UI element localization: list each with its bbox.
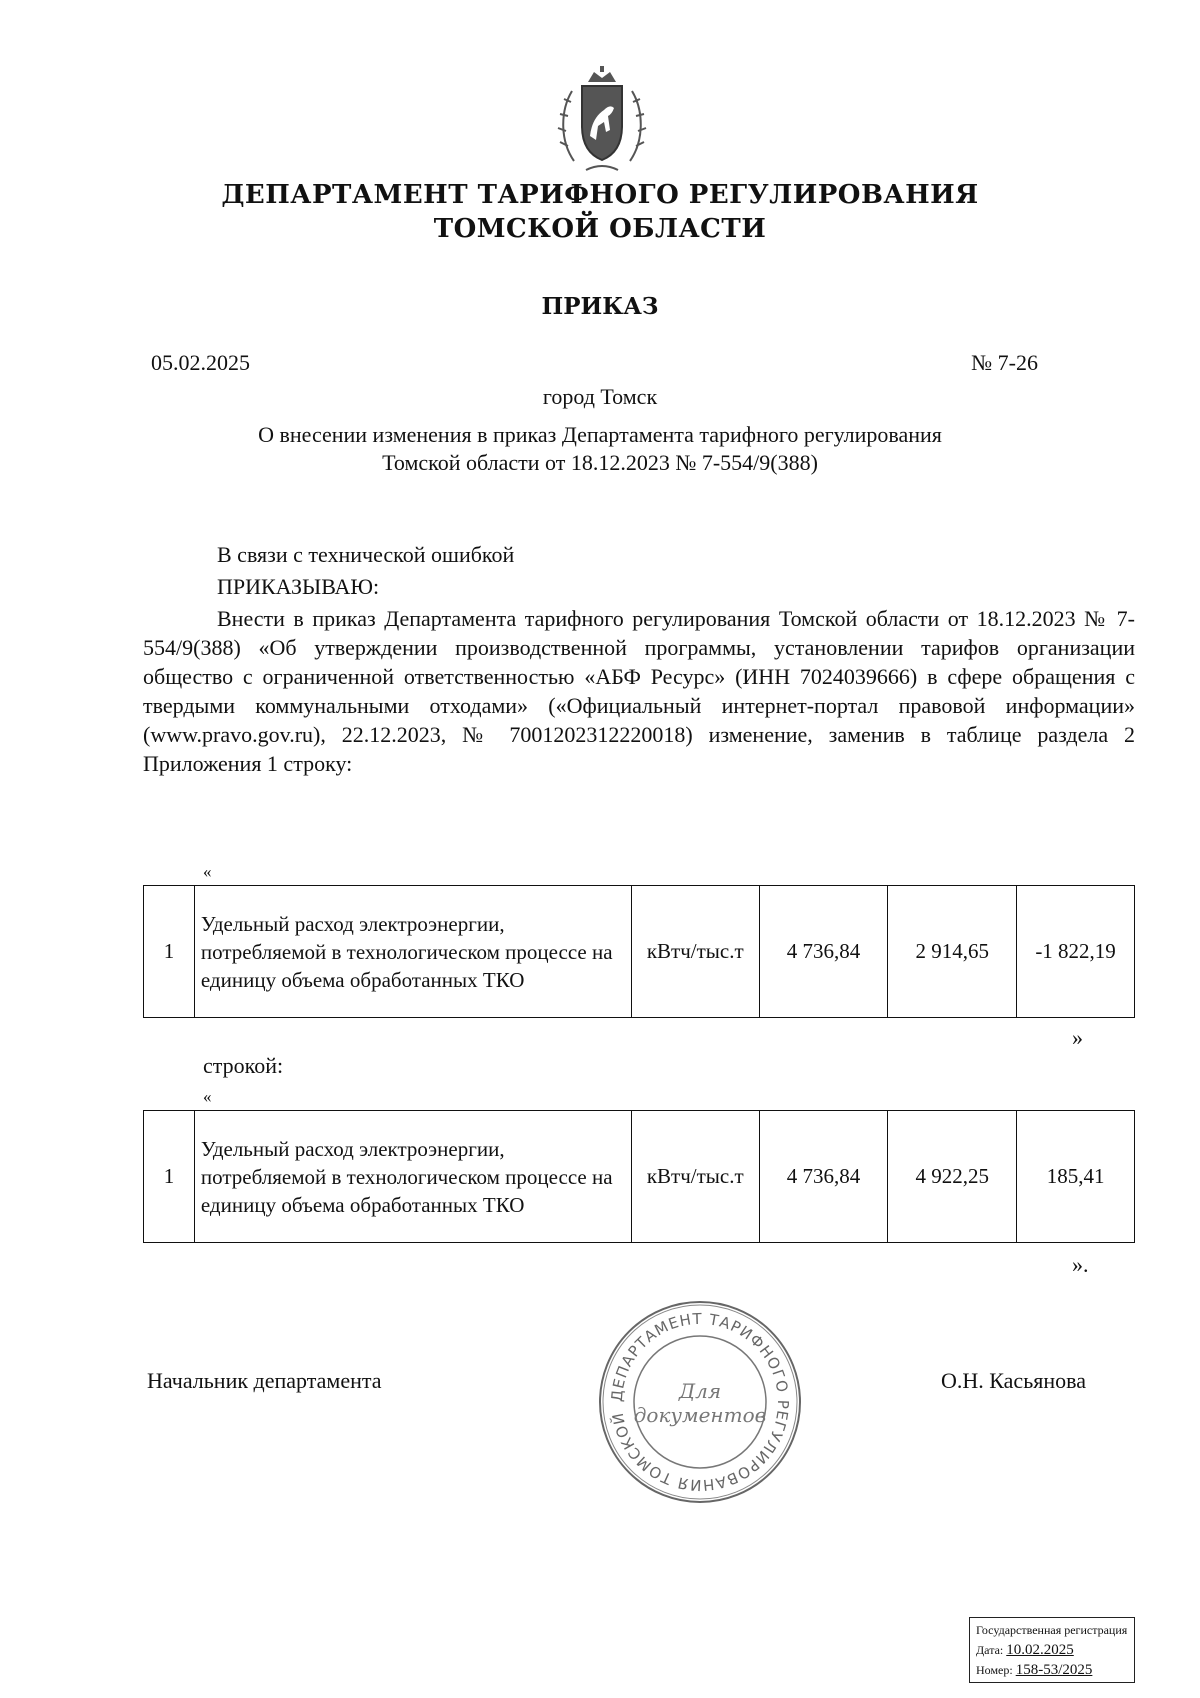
open-quote-2: « [203,1087,212,1106]
document-city: город Томск [542,384,658,409]
old-row-value3: -1 822,19 [1017,886,1135,1018]
subject-line1: О внесении изменения в приказ Департамента тарифного регулирования [258,422,942,447]
new-row-description: Удельный расход электроэнергии, потребляемой в технологическом процессе на единицу объема обработанных ТКО [194,1111,631,1243]
stamp-center-line1: Для [678,1379,722,1403]
new-row-value1: 4 736,84 [759,1111,888,1243]
signatory-name: О.Н. Касьянова [941,1368,1086,1393]
registration-number-value: 158-53/2025 [1015,1662,1093,1678]
document-type-title: ПРИКАЗ [541,293,659,320]
new-row-value3: 185,41 [1017,1111,1135,1243]
official-stamp [596,1298,804,1506]
signatory-position: Начальник департамента [147,1368,382,1393]
order-word: ПРИКАЗЫВАЮ: [217,574,380,599]
department-title-line1: ДЕПАРТАМЕНТ ТАРИФНОГО РЕГУЛИРОВАНИЯ [221,180,979,210]
open-quote-1: « [203,862,212,881]
registration-title: Государственная регистрация [976,1623,1128,1637]
stamp-center-line2: документов [633,1403,767,1427]
old-row-unit: кВтч/тыс.т [631,886,759,1018]
registration-number-label: Номер: [976,1663,1013,1677]
subject-line2: Томской области от 18.12.2023 № 7-554/9(388) [382,450,818,475]
stamp-ring-text: ДЕПАРТАМЕНТ ТАРИФНОГО РЕГУЛИРОВАНИЯ ТОМСКОЙ [607,1309,793,1495]
old-row-description: Удельный расход электроэнергии, потребляемой в технологическом процессе на единицу объема обработанных ТКО [194,886,631,1018]
new-row-table [143,1110,1135,1243]
close-quote-1: » [1072,1025,1083,1050]
old-row-value2: 2 914,65 [888,886,1017,1018]
document-number: № 7-26 [971,350,1038,375]
registration-date-value: 10.02.2025 [1006,1642,1074,1658]
replace-with-text: строкой: [203,1053,284,1078]
old-row-value1: 4 736,84 [759,886,888,1018]
reason-text: В связи с технической ошибкой [217,542,515,567]
registration-box [969,1617,1135,1683]
new-row-value2: 4 922,25 [888,1111,1017,1243]
order-paragraph: Внести в приказ Департамента тарифного регулирования Томской области от 18.12.2023 № 7-554/9(388) «Об утверждении производственной программы, установлении тарифов организации общество с ограниченной ответственностью «АБФ Ресурс» (ИНН 7024039666) в сфере обращения с твердыми коммунальными отходами» («Официальный интернет-портал правовой информации» (www.pravo.gov.ru), 22.12.2023, № 7001202312220018) изменение, заменив в таблице раздела 2 Приложения 1 строку: [143,606,1135,776]
new-row-num: 1 [144,1111,195,1243]
table-row [144,886,1135,1018]
coat-of-arms-icon [556,66,648,178]
close-quote-2: ». [1072,1252,1089,1277]
table-row [144,1111,1135,1243]
new-row-unit: кВтч/тыс.т [631,1111,759,1243]
department-title-line2: ТОМСКОЙ ОБЛАСТИ [433,214,767,244]
registration-date-label: Дата: [976,1643,1004,1657]
old-row-table [143,885,1135,1018]
document-date: 05.02.2025 [151,350,250,375]
old-row-num: 1 [144,886,195,1018]
